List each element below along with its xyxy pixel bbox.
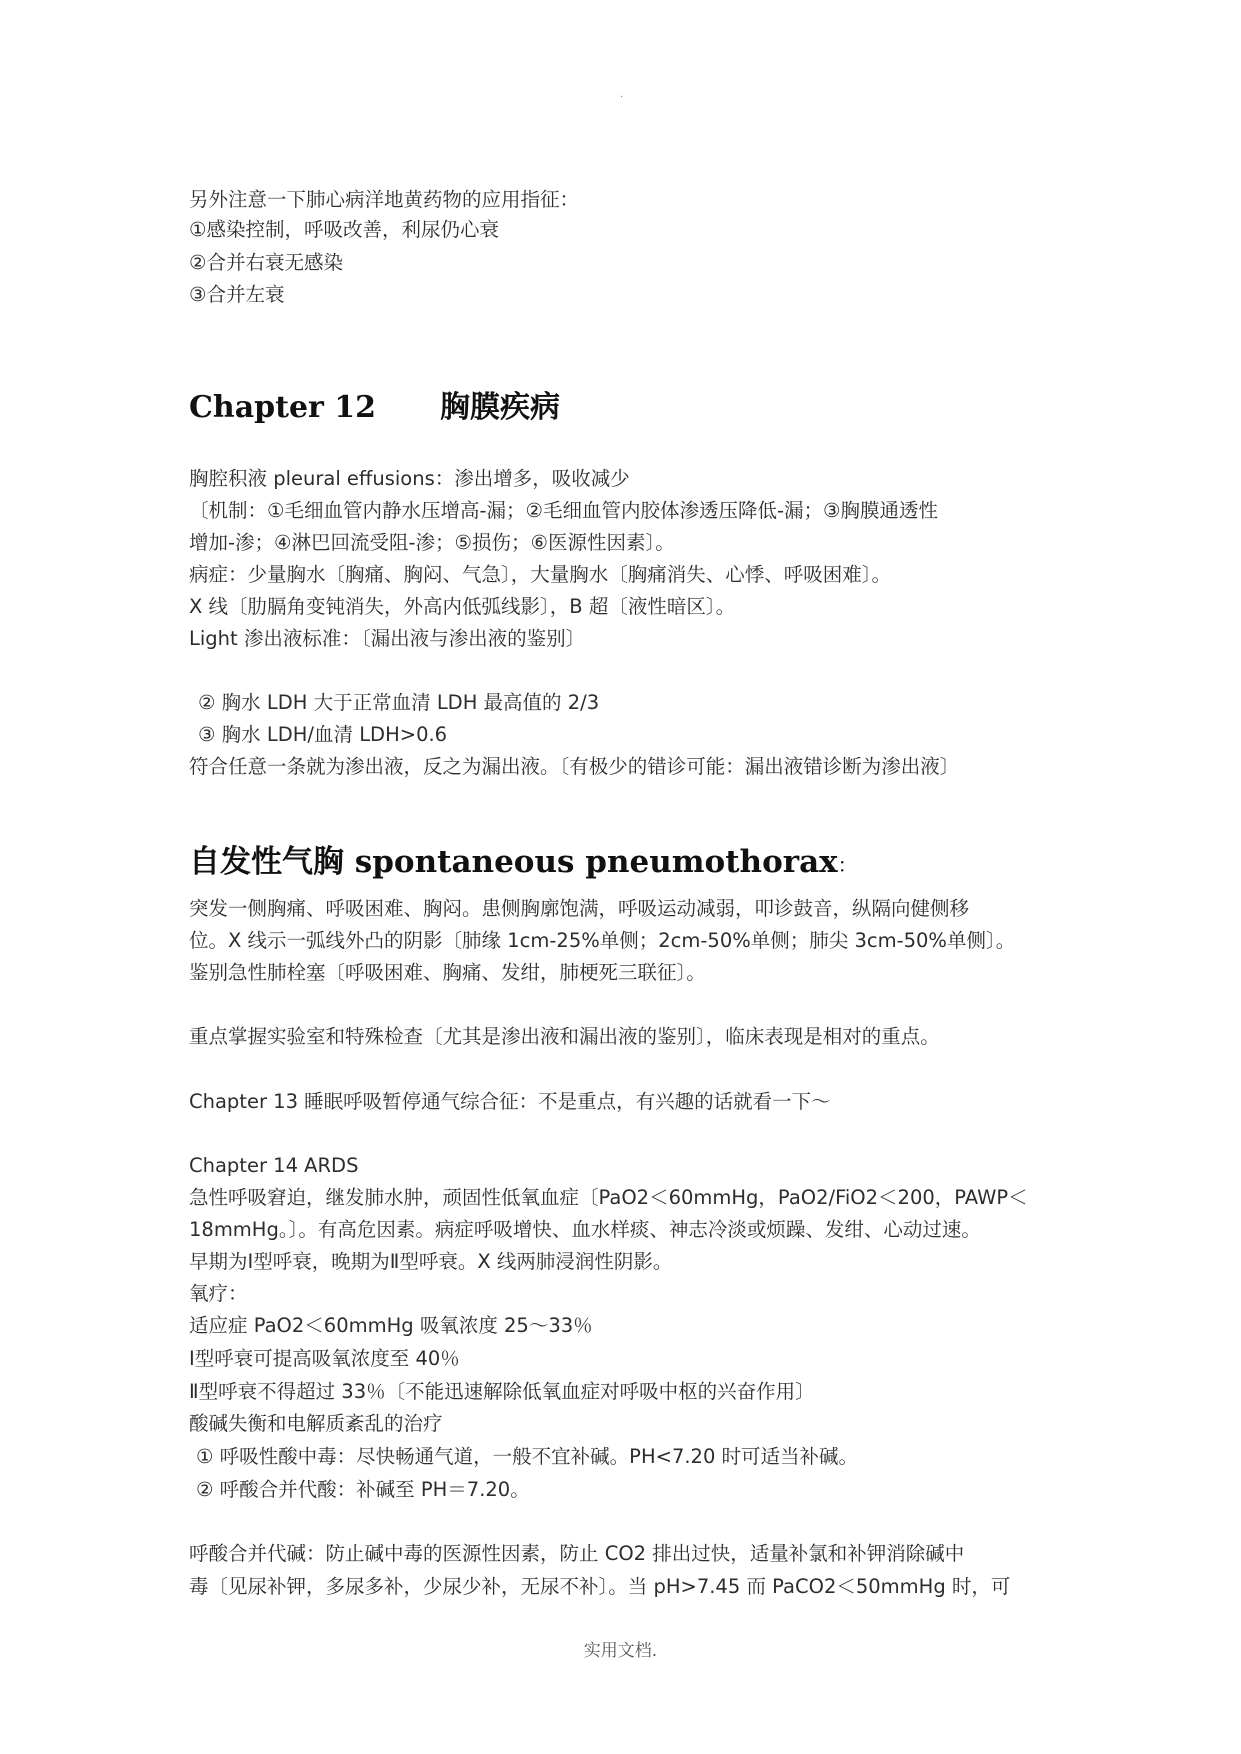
ptx-line-1: 突发一侧胸痛、呼吸困难、胸闷。患侧胸廓饱满，呼吸运动减弱，叩诊鼓音，纵隔向健侧移 <box>189 897 970 920</box>
pneumothorax-colon: ： <box>837 853 858 877</box>
ch12-criterion-3: ③ 胸水 LDH/血清 LDH>0.6 <box>198 723 448 746</box>
ch14-acid-item-1: ① 呼吸性酸中毒：尽快畅通气道，一般不宜补碱。PH<7.20 时可适当补碱。 <box>196 1445 859 1468</box>
ptx-key-points: 重点掌握实验室和特殊检查〔尤其是渗出液和漏出液的鉴别〕，临床表现是相对的重点。 <box>189 1025 940 1048</box>
intro-item-2: ②合并右衰无感染 <box>189 251 343 274</box>
ch12-criterion-2: ② 胸水 LDH 大于正常血清 LDH 最高值的 2/3 <box>198 691 600 714</box>
pneumothorax-title: 自发性气胸 spontaneous pneumothorax <box>189 844 838 880</box>
intro-item-1: ①感染控制，呼吸改善，利尿仍心衰 <box>189 218 499 241</box>
header-dot: · <box>620 92 624 103</box>
ch14-type1: Ⅰ型呼衰可提高吸氧浓度至 40％ <box>189 1347 460 1370</box>
ch14-type2: Ⅱ型呼衰不得超过 33％〔不能迅速解除低氧血症对呼吸中枢的兴奋作用〕 <box>189 1380 815 1403</box>
chapter-13-line: Chapter 13 睡眠呼吸暂停通气综合征：不是重点，有兴趣的话就看一下～ <box>189 1090 831 1113</box>
ptx-line-2: 位。X 线示一弧线外凸的阴影〔肺缘 1cm-25%单侧；2cm-50%单侧；肺尖 3cm-50%单侧〕。 <box>189 929 1016 952</box>
ch14-line-1: 急性呼吸窘迫，继发肺水肿，顽固性低氧血症〔PaO2＜60mmHg，PaO2/FiO2＜200，PAWP＜ <box>189 1186 1028 1209</box>
ptx-line-3: 鉴别急性肺栓塞〔呼吸困难、胸痛、发绀，肺梗死三联征〕。 <box>189 961 706 984</box>
ch14-oxygen-indication: 适应症 PaO2＜60mmHg 吸氧浓度 25～33％ <box>189 1314 593 1337</box>
ch12-mechanism-line-1: 〔机制：①毛细血管内静水压增高-漏；②毛细血管内胶体渗透压降低-漏；③胸膜通透性 <box>189 499 939 522</box>
chapter-12-label: Chapter 12 <box>189 390 377 425</box>
ch14-line-2: 18mmHg。〕。有高危因素。病症呼吸增快、血水样痰、神志冷淡或烦躁、发绀、心动过速。 <box>189 1218 981 1241</box>
ch14-alkalosis-line-2: 毒〔见尿补钾，多尿多补，少尿少补，无尿不补〕。当 pH>7.45 而 PaCO2＜50mmHg 时，可 <box>189 1575 1011 1598</box>
intro-line: 另外注意一下肺心病洋地黄药物的应用指征： <box>189 188 580 211</box>
ch12-paragraph-1: 胸腔积液 pleural effusions：渗出增多，吸收减少 <box>189 467 630 490</box>
chapter-12-title: 胸膜疾病 <box>440 390 561 425</box>
ch14-acid-base-label: 酸碱失衡和电解质紊乱的治疗 <box>189 1412 443 1435</box>
chapter-12-heading <box>189 382 560 426</box>
page-footer: 实用文档. <box>583 1641 658 1661</box>
ch14-alkalosis-line-1: 呼酸合并代碱：防止碱中毒的医源性因素，防止 CO2 排出过快，适量补氯和补钾消除碱中 <box>189 1542 965 1565</box>
pneumothorax-heading <box>189 836 858 881</box>
chapter-14-title: Chapter 14 ARDS <box>189 1154 359 1177</box>
ch12-light-criteria: Light 渗出液标准：〔漏出液与渗出液的鉴别〕 <box>189 627 586 650</box>
intro-item-3: ③合并左衰 <box>189 283 285 306</box>
ch14-acid-item-2: ② 呼酸合并代酸：补碱至 PH＝7.20。 <box>196 1478 530 1501</box>
ch14-oxygen-label: 氧疗： <box>189 1282 248 1305</box>
ch12-xray: X 线〔肋膈角变钝消失，外高内低弧线影〕，B 超〔液性暗区〕。 <box>189 595 736 618</box>
ch12-mechanism-line-2: 增加-渗；④淋巴回流受阻-渗；⑤损伤；⑥医源性因素〕。 <box>189 531 675 554</box>
ch14-line-3: 早期为Ⅰ型呼衰，晚期为Ⅱ型呼衰。X 线两肺浸润性阴影。 <box>189 1250 673 1273</box>
ch12-symptoms: 病症：少量胸水〔胸痛、胸闷、气急〕，大量胸水〔胸痛消失、心悸、呼吸困难〕。 <box>189 563 892 586</box>
ch12-conclusion: 符合任意一条就为渗出液，反之为漏出液。〔有极少的错诊可能：漏出液错诊断为渗出液〕 <box>189 755 960 778</box>
